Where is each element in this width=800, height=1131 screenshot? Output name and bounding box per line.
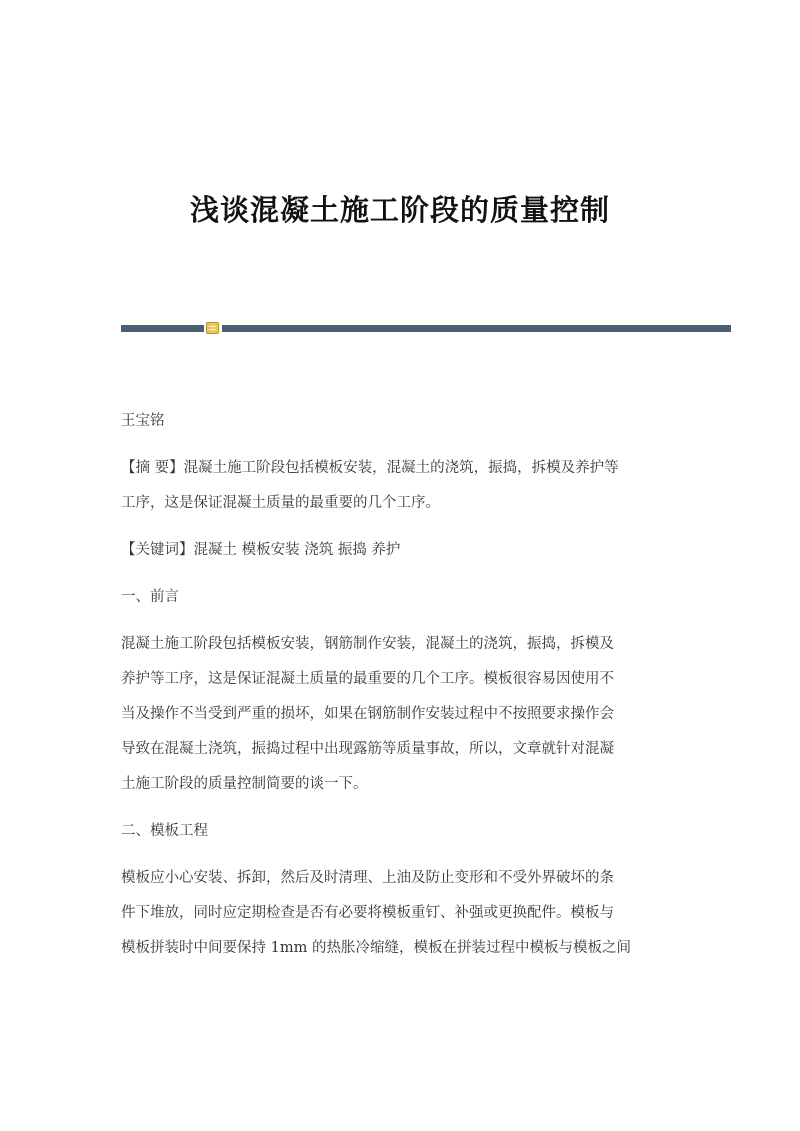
document-body [121,404,681,966]
paragraph-line: 导致在混凝土浇筑，振捣过程中出现露筋等质量事故，所以，文章就针对混凝 [121,741,614,757]
abstract-label: 【摘 要】 [121,460,184,476]
section-heading: 二、模板工程 [121,823,208,839]
paragraph-line: 养护等工序，这是保证混凝土质量的最重要的几个工序。模板很容易因使用不 [121,671,614,687]
keywords [121,533,681,568]
abstract [121,451,681,521]
paragraph-line: 土施工阶段的质量控制简要的谈一下。 [121,776,368,792]
paragraph-line: 模板应小心安装、拆卸，然后及时清理、上油及防止变形和不受外界破坏的条 [121,870,614,886]
section-paragraph [121,627,681,802]
abstract-line: 工序，这是保证混凝土质量的最重要的几个工序。 [121,495,440,511]
document-title: 浅谈混凝土施工阶段的质量控制 [189,193,610,227]
paragraph-line: 模板拼装时中间要保持 1mm 的热胀冷缩缝，模板在拼装过程中模板与模板之间 [121,940,631,956]
abstract-text: 混凝土施工阶段包括模板安装，混凝土的浇筑，振捣，拆模及养护等 [183,460,619,476]
paragraph-line: 混凝土施工阶段包括模板安装，钢筋制作安装，混凝土的浇筑，振捣，拆模及 [121,636,614,652]
pencil-icon [206,322,219,334]
title-rule-left [121,325,204,332]
title-rule-right [222,325,731,332]
section-paragraph [121,861,681,966]
paragraph-line: 当及操作不当受到严重的损坏，如果在钢筋制作安装过程中不按照要求操作会 [121,706,614,722]
section-heading: 一、前言 [121,589,179,605]
author: 王宝铭 [121,413,165,429]
abstract-line [121,451,681,486]
keywords-label: 【关键词】 [121,542,194,558]
keywords-text: 混凝土 模板安装 浇筑 振捣 养护 [193,542,401,558]
paragraph-line: 件下堆放，同时应定期检查是否有必要将模板重钉、补强或更换配件。模板与 [121,905,614,921]
